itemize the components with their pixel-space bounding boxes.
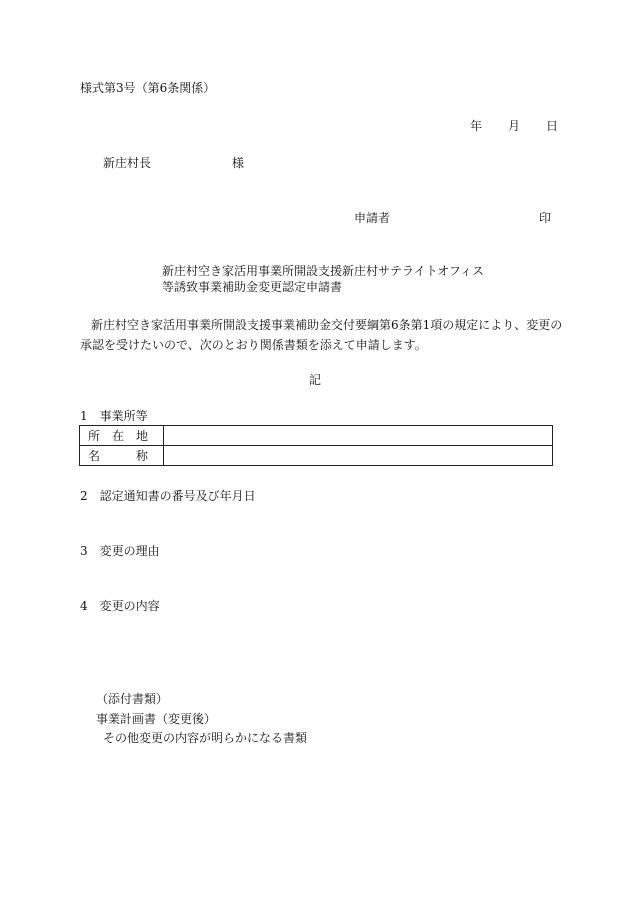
- attachments-heading: （添付書類）: [96, 692, 169, 706]
- date-month: 月: [508, 119, 521, 133]
- section-2-heading: 2 認定通知書の番号及び年月日: [80, 489, 256, 503]
- applicant-label: 申請者: [354, 211, 391, 225]
- attachment-item: 事業計画書（変更後）: [96, 712, 217, 726]
- body-line-1: 新庄村空き家活用事業所開設支援事業補助金交付要綱第6条第1項の規定により、変更の: [91, 318, 563, 332]
- section-4-heading: 4 変更の内容: [80, 599, 160, 613]
- form-number: 様式第3号（第6条関係）: [80, 81, 216, 95]
- date-day: 日: [546, 119, 559, 133]
- seal-mark: 印: [539, 211, 552, 225]
- document-title-line-2: 等誘致事業補助金変更認定申請書: [162, 280, 343, 294]
- date-line: [470, 119, 558, 134]
- body-paragraph: [80, 315, 563, 355]
- addressee-name: 新庄村長: [103, 156, 152, 170]
- ki-heading: 記: [309, 373, 322, 387]
- section-1-heading: 1 事業所等: [80, 409, 148, 423]
- date-year: 年: [470, 119, 483, 133]
- section-3-heading: 3 変更の理由: [80, 544, 160, 558]
- document-title-line-1: 新庄村空き家活用事業所開設支援新庄村サテライトオフィス: [162, 264, 484, 278]
- label-location: 所 在 地: [80, 426, 164, 446]
- attachment-item: その他変更の内容が明らかになる書類: [103, 731, 308, 745]
- label-name: 名 称: [80, 446, 164, 466]
- body-line-2: 承認を受けたいので、次のとおり関係書類を添えて申請します。: [80, 338, 427, 352]
- table-row: [80, 426, 553, 446]
- business-info-table: [79, 425, 553, 466]
- value-location: [164, 426, 553, 446]
- value-name: [164, 446, 553, 466]
- table-row: [80, 446, 553, 466]
- addressee-honorific: 様: [232, 156, 245, 170]
